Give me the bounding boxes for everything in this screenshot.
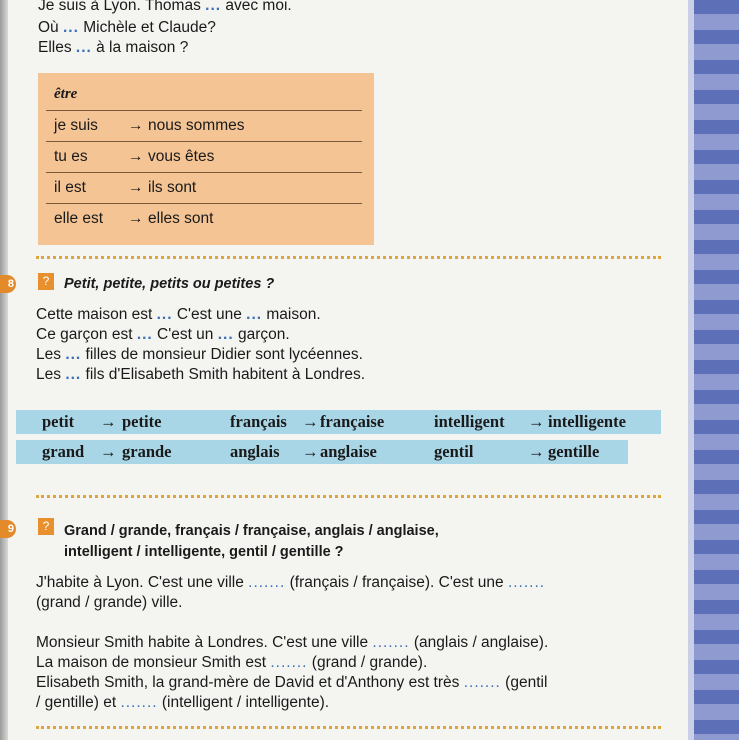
exercise-9-p1-line-2: (grand / grande) ville. bbox=[36, 594, 183, 611]
question-icon: ? bbox=[38, 273, 54, 290]
intro-line-2: Où ... Michèle et Claude? bbox=[38, 19, 216, 36]
etre-row: je suis → nous sommes bbox=[46, 110, 362, 141]
page-binding-edge bbox=[0, 0, 8, 740]
exercise-8-line-1: Cette maison est ... C'est une ... maison. bbox=[36, 306, 321, 323]
exercise-9-p2-line-4: / gentille) et ....... (intelligent / intelligente). bbox=[36, 694, 330, 711]
decorative-stripes bbox=[688, 0, 739, 740]
exercise-9-title-line-2: intelligent / intelligente, gentil / gentille ? bbox=[64, 544, 344, 560]
exercise-number-badge: 9 bbox=[0, 520, 16, 538]
etre-row: tu es → vous êtes bbox=[46, 141, 362, 172]
exercise-9-p2-line-3: Elisabeth Smith, la grand-mère de David et d'Anthony est très ....... (gentil bbox=[36, 674, 548, 691]
intro-line-1: Je suis à Lyon. Thomas ... avec moi. bbox=[38, 0, 292, 14]
exercise-8-line-3: Les ... filles de monsieur Didier sont lycéennes. bbox=[36, 346, 363, 363]
intro-line-3: Elles ... à la maison ? bbox=[38, 39, 189, 56]
adjective-row-1: petit → petite français → française intelligent → intelligente bbox=[16, 410, 661, 434]
stripe-border bbox=[688, 0, 694, 740]
etre-table-title: être bbox=[54, 86, 78, 102]
question-icon: ? bbox=[38, 518, 54, 535]
etre-row: elle est → elles sont bbox=[46, 203, 362, 234]
adjective-row-2: grand → grande anglais → anglaise gentil → gentille bbox=[16, 440, 628, 464]
exercise-9-p1-line-1: J'habite à Lyon. C'est une ville ....... (français / française). C'est une ....... bbox=[36, 574, 546, 591]
dotted-separator bbox=[36, 495, 661, 498]
etre-row: il est → ils sont bbox=[46, 172, 362, 203]
exercise-9-title-line-1: Grand / grande, français / française, anglais / anglaise, bbox=[64, 523, 439, 539]
exercise-8-title: Petit, petite, petits ou petites ? bbox=[64, 276, 275, 292]
exercise-9-p2-line-2: La maison de monsieur Smith est ....... (grand / grande). bbox=[36, 654, 428, 671]
exercise-number-badge: 8 bbox=[0, 275, 16, 293]
exercise-8-line-2: Ce garçon est ... C'est un ... garçon. bbox=[36, 326, 290, 343]
dotted-separator bbox=[36, 726, 661, 729]
dotted-separator bbox=[36, 256, 661, 259]
exercise-8-line-4: Les ... fils d'Elisabeth Smith habitent à Londres. bbox=[36, 366, 366, 383]
exercise-9-p2-line-1: Monsieur Smith habite à Londres. C'est une ville ....... (anglais / anglaise). bbox=[36, 634, 549, 651]
